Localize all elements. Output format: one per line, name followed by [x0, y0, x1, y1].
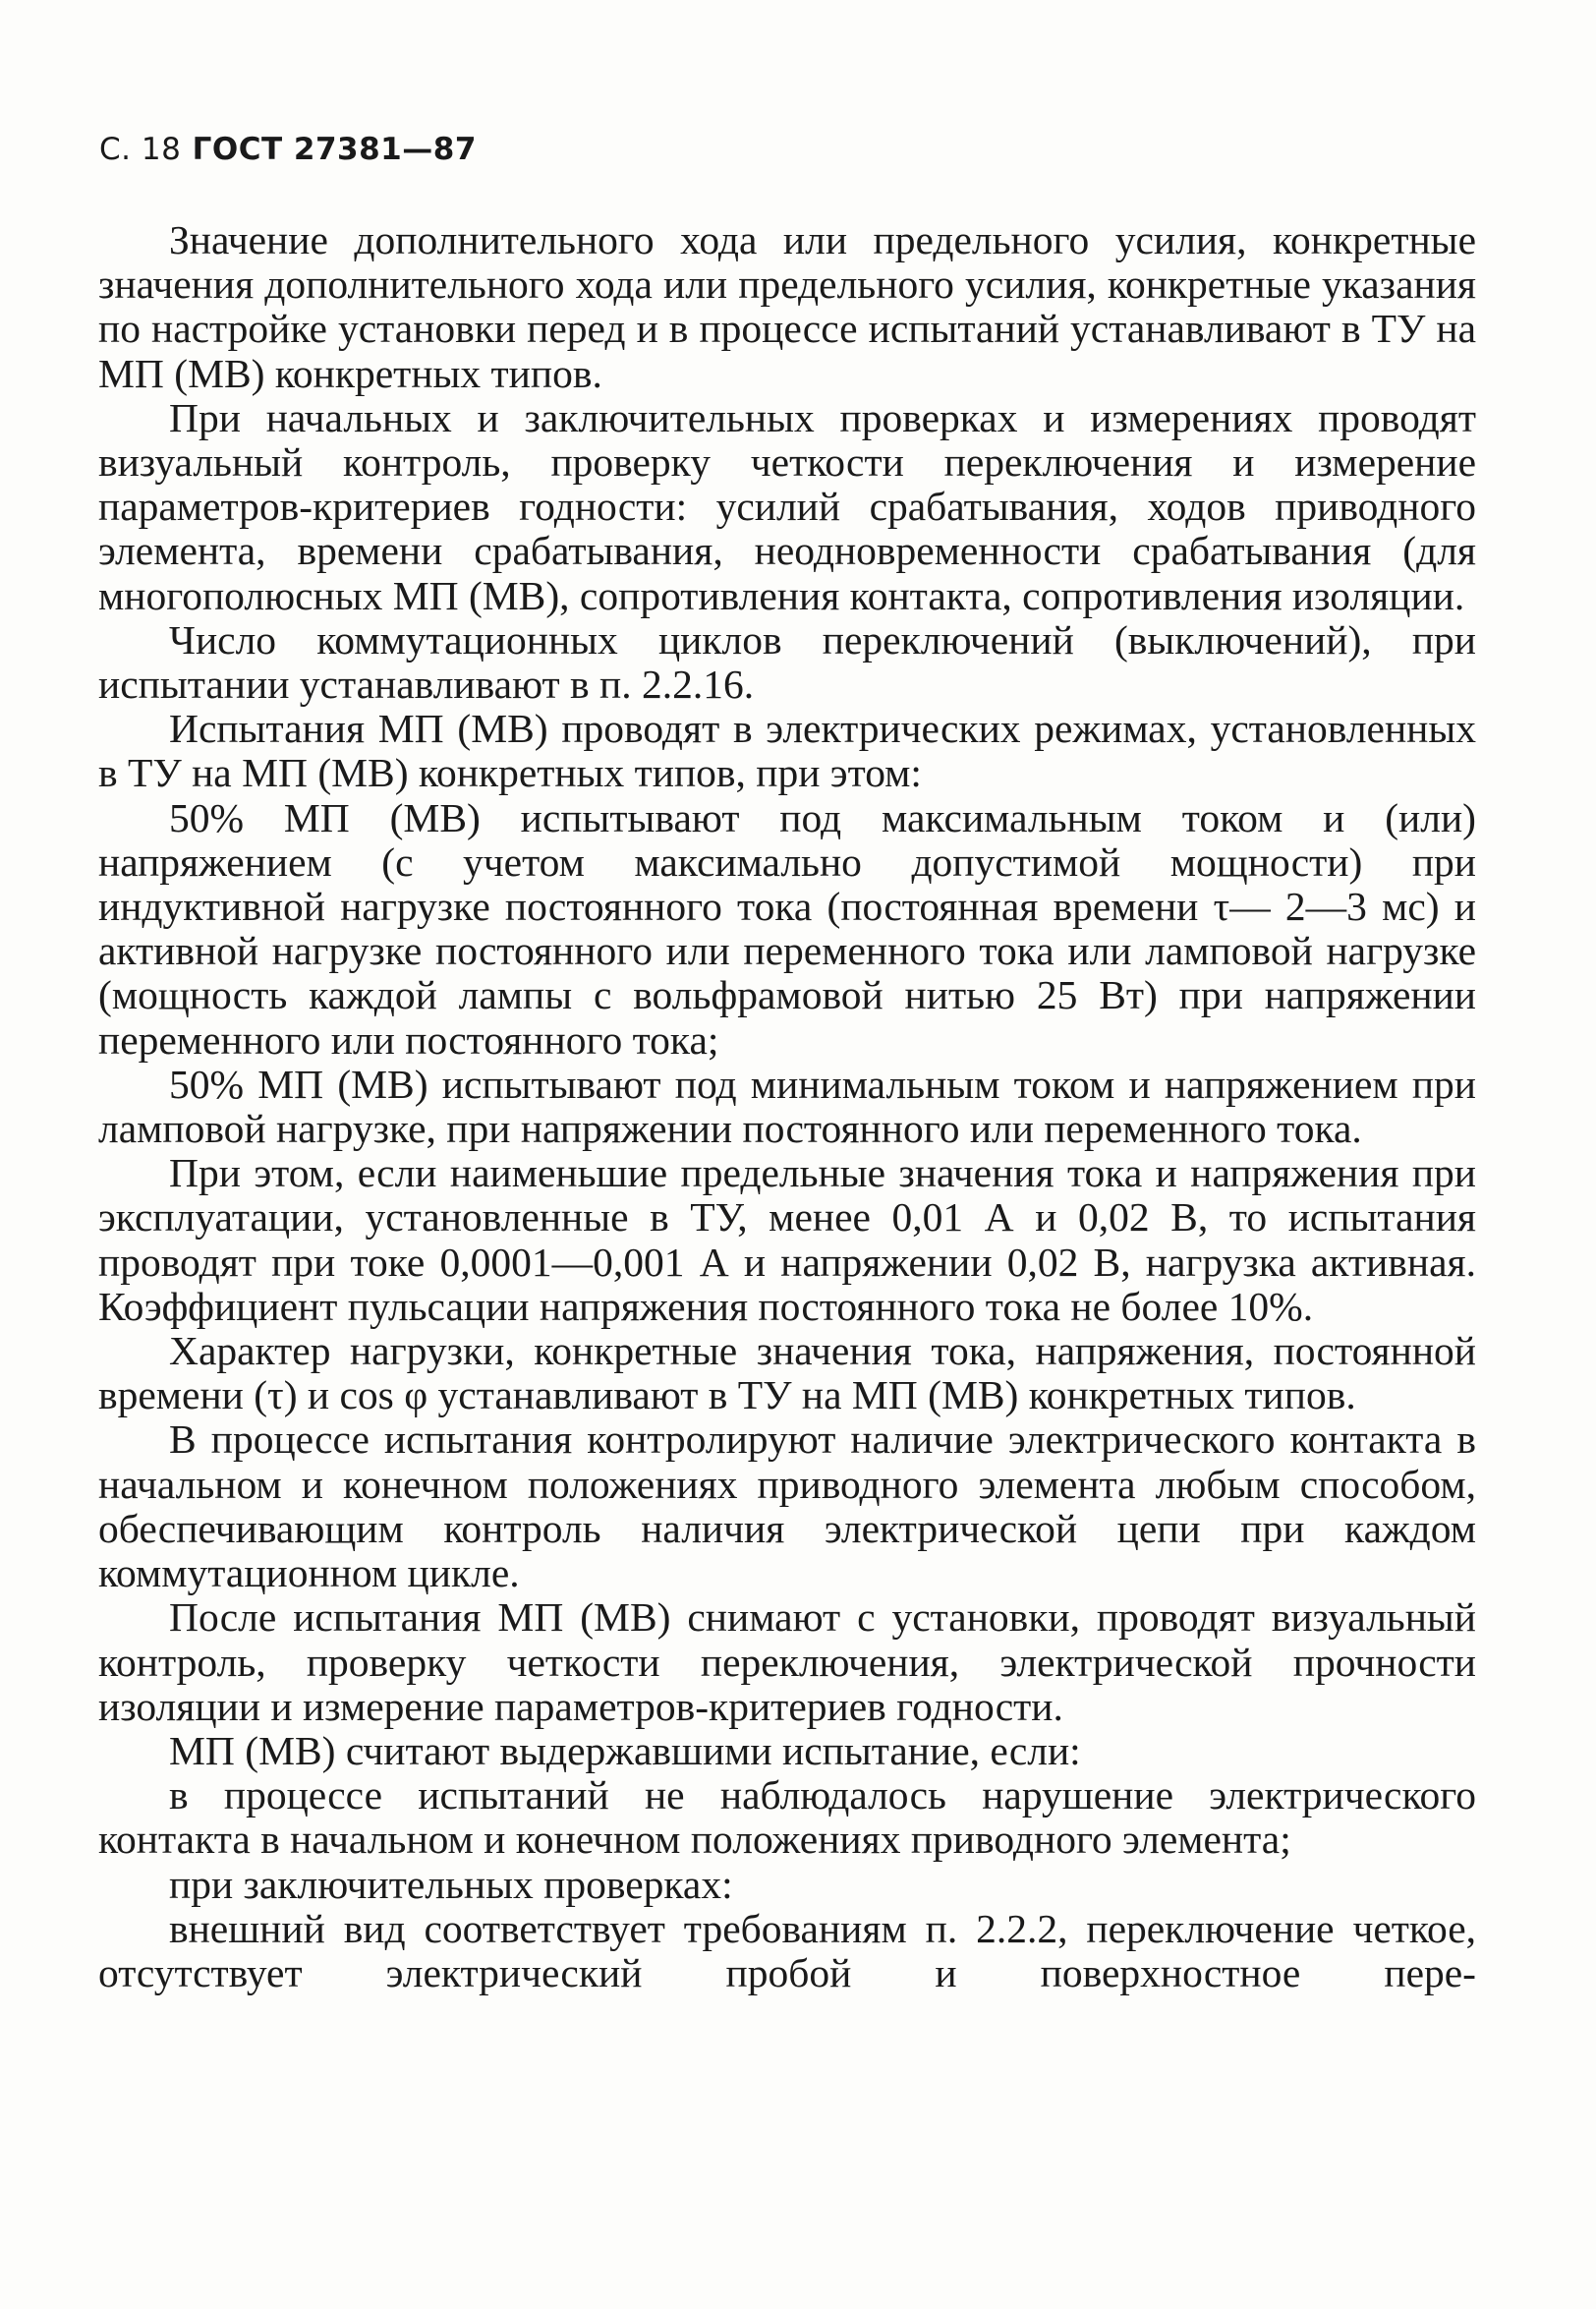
page-header [99, 132, 477, 167]
paragraph: при заключительных проверках: [169, 1861, 733, 1907]
paragraph: В процессе испытания контролируют наличие электрического контакта в начальном и конечном положениях приводного элемента любым способом, обеспечивающим контроль наличия электрической цепи при каждом коммутационном цикле. [98, 1416, 1476, 1596]
paragraph: внешний вид соответствует требованиям п. 2.2.2, переключение четкое, отсутствует электрический пробой и поверхностное пере- [98, 1905, 1476, 1995]
paragraph: После испытания МП (МВ) снимают с установки, проводят визуальный контроль, проверку четкости переключения, электрической прочности изоляции и измерение параметров-критериев годности. [98, 1594, 1476, 1729]
paragraph: Испытания МП (МВ) проводят в электрических режимах, установленных в ТУ на МП (МВ) конкретных типов, при этом: [98, 706, 1476, 796]
paragraph: При этом, если наименьшие предельные значения тока и напряжения при эксплуатации, установленные в ТУ, менее 0,01 А и 0,02 В, то испытания проводят при токе 0,0001—0,001 А и напряжении 0,02 В, нагрузка активная. Коэффициент пульсации напряжения постоянного тока не более 10%. [98, 1150, 1476, 1329]
paragraph: МП (МВ) считают выдержавшими испытание, если: [169, 1727, 1081, 1773]
paragraph: Число коммутационных циклов переключений (выключений), при испытании устанавливают в п. 2.2.16. [98, 616, 1476, 708]
standard-code: ГОСТ 27381—87 [192, 132, 477, 167]
paragraph: При начальных и заключительных проверках и измерениях проводят визуальный контроль, проверку четкости переключения и измерение параметров-критериев годности: усилий срабатывания, ходов приводного элемента, времени срабатывания, неодновременности срабатывания (для многополюсных МП (МВ), сопротивления контакта, сопротивления изоляции. [98, 394, 1476, 618]
paragraph: 50% МП (МВ) испытывают под максимальным током и (или) напряжением (с учетом максимально допустимой мощности) при индуктивной нагрузке постоянного тока (постоянная времени τ— 2—3 мс) и активной нагрузке постоянного или переменного тока или ламповой нагрузке (мощность каждой лампы с вольфрамовой нитью 25 Вт) при напряжении переменного или постоянного тока; [98, 794, 1476, 1063]
page-number: С. 18 [99, 132, 182, 167]
document-body [98, 218, 1476, 1995]
paragraph: Значение дополнительного хода или предельного усилия, конкретные значения дополнительного хода или предельного усилия, конкретные указания по настройке установки перед и в процессе испытаний устанавливают в ТУ на МП (МВ) конкретных типов. [98, 217, 1476, 396]
paragraph: в процессе испытаний не наблюдалось нарушение электрического контакта в начальном и конечном положениях приводного элемента; [98, 1772, 1476, 1863]
paragraph: Характер нагрузки, конкретные значения тока, напряжения, постоянной времени (τ) и cos φ устанавливают в ТУ на МП (МВ) конкретных типов. [98, 1328, 1476, 1418]
paragraph: 50% МП (МВ) испытывают под минимальным током и напряжением при ламповой нагрузке, при напряжении постоянного или переменного тока. [98, 1061, 1476, 1152]
